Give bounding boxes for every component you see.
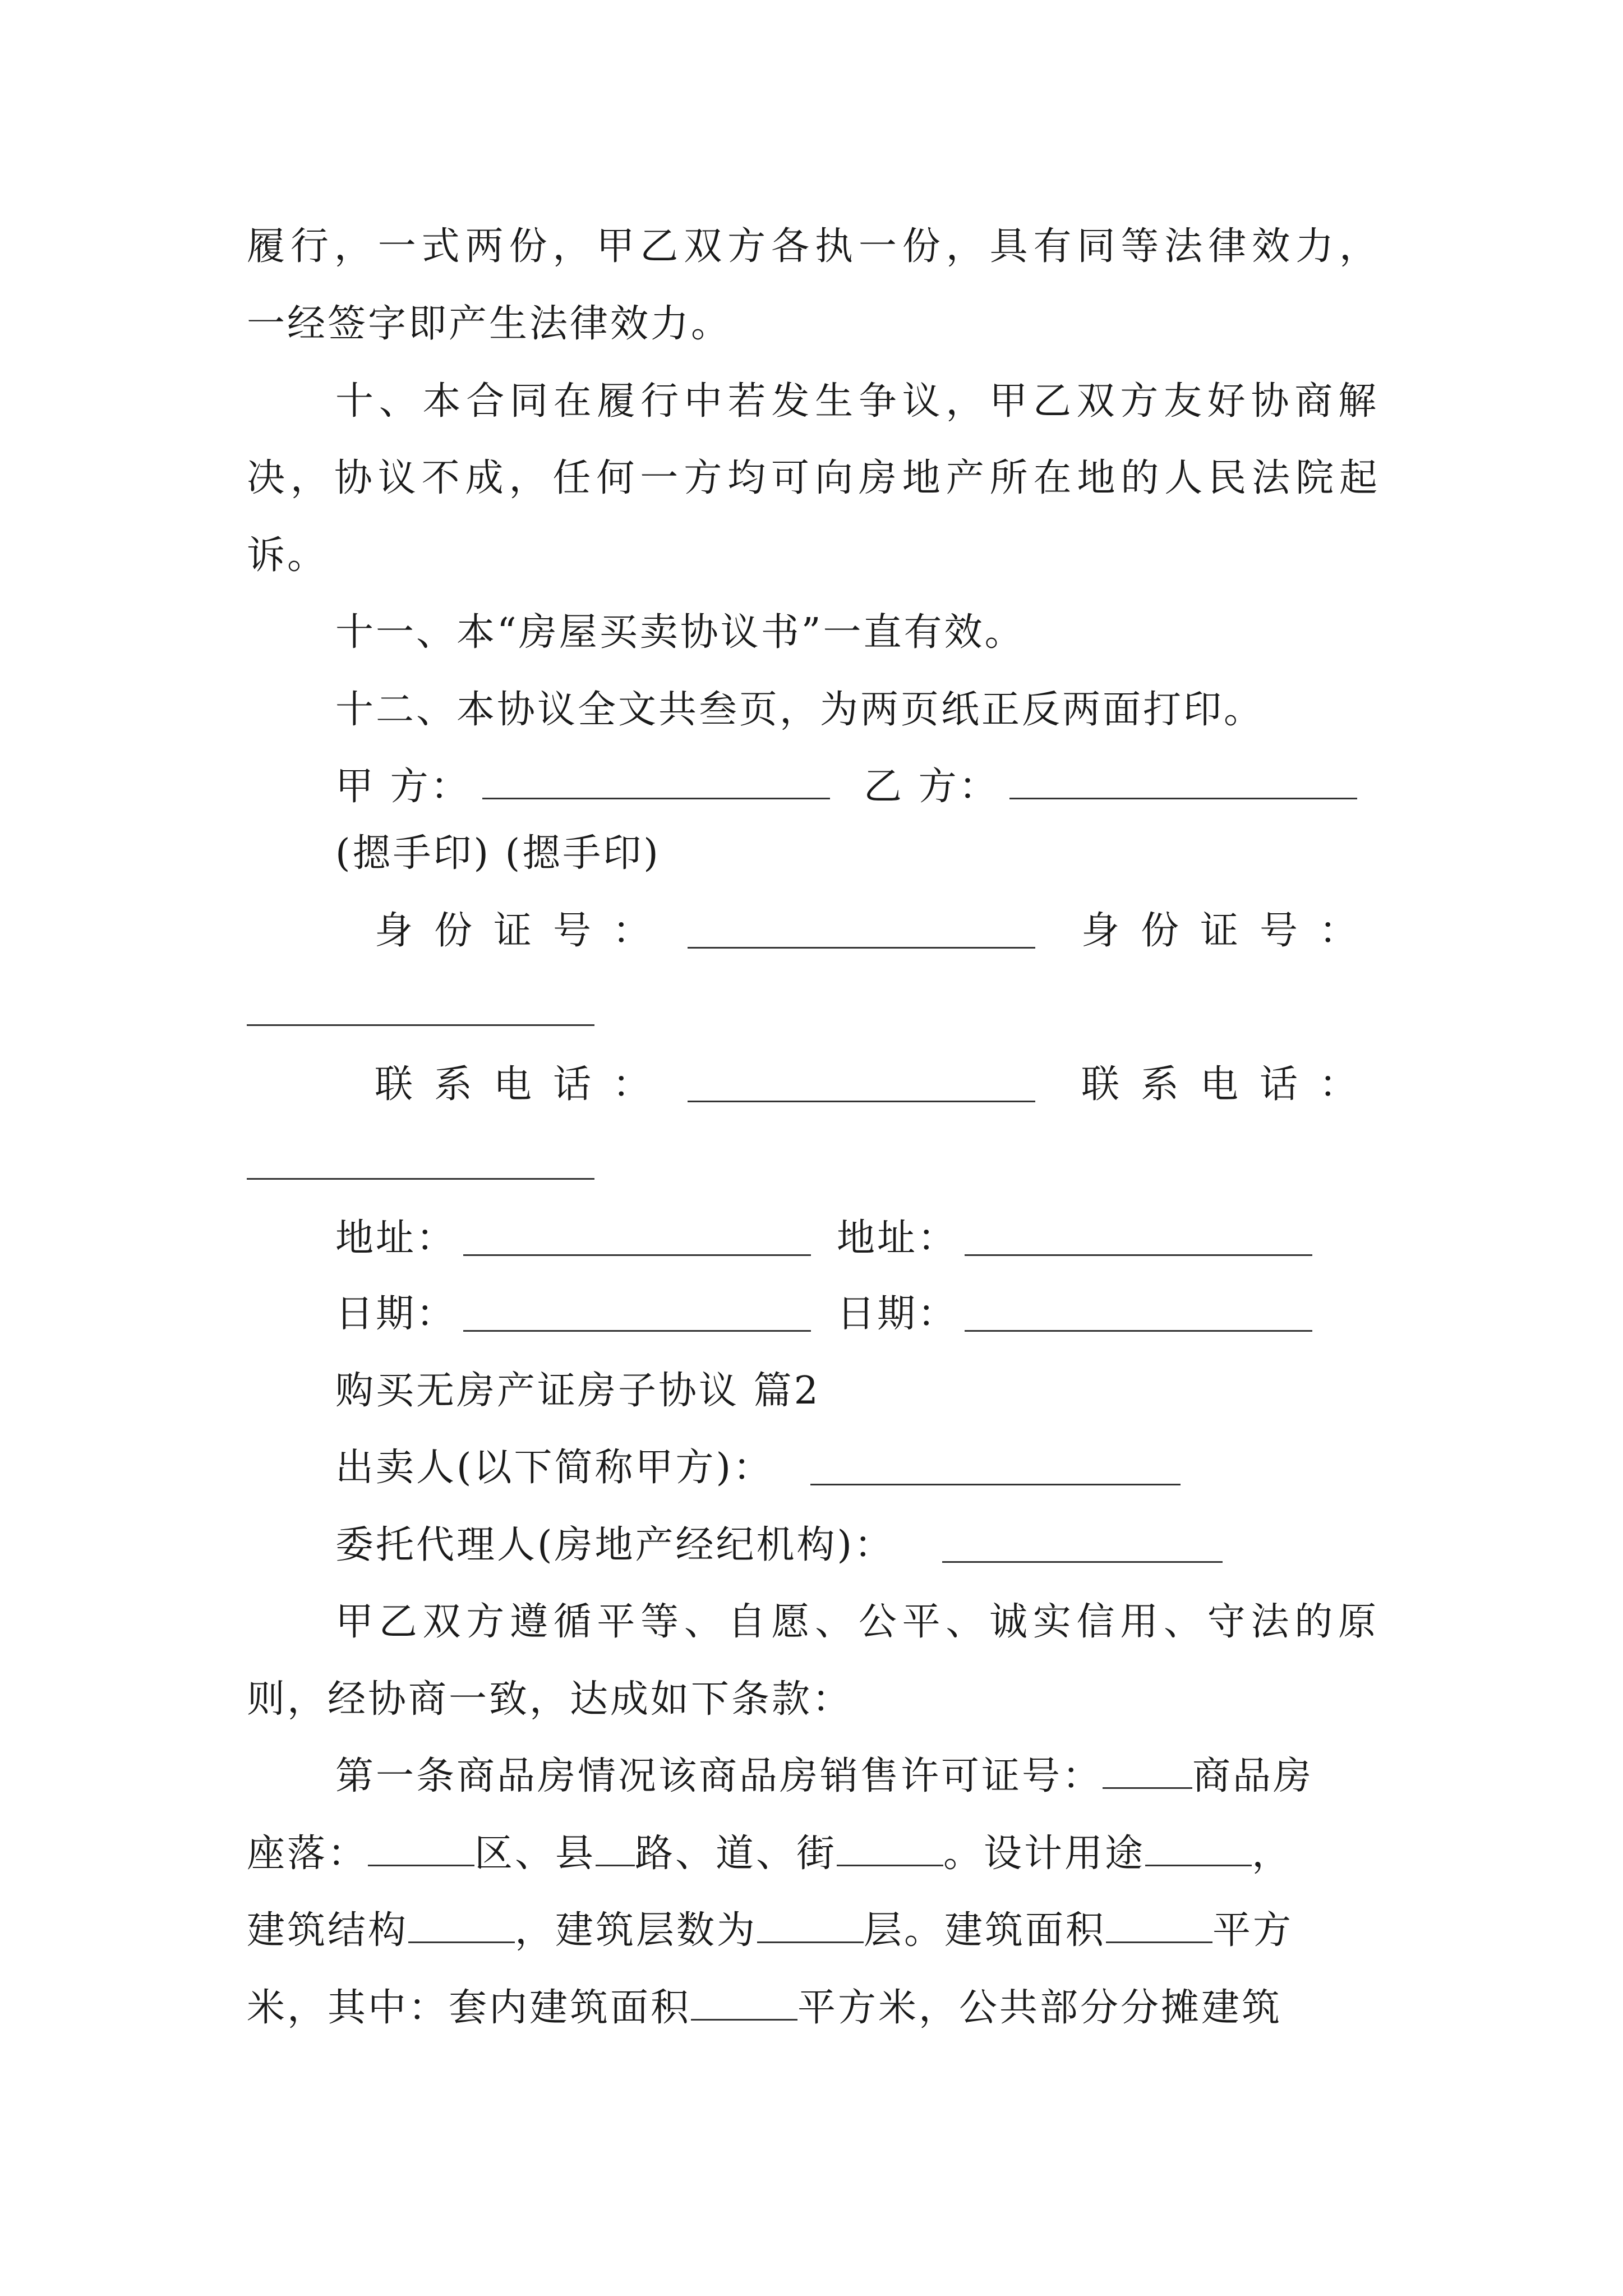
- phone-label-a: 联系电话：: [375, 1062, 672, 1107]
- article-1-line: 米，其中：套内建筑面积 平方米，公共部分分摊建筑: [247, 1986, 1283, 2030]
- address-blank-b: [965, 1254, 1312, 1256]
- id-number-blank-b: [247, 1024, 594, 1026]
- phone-blank-a: [688, 1101, 1035, 1102]
- usage-blank: [1145, 1831, 1252, 1866]
- party-b-blank: [1009, 798, 1357, 799]
- address-label-b: 地址：: [837, 1216, 958, 1260]
- floors-blank: [757, 1908, 864, 1943]
- text-line: 履行，一式两份，甲乙双方各执一份，具有同等法律效力，: [247, 224, 1380, 269]
- fingerprint-note: (摁手印) (摁手印): [335, 831, 661, 876]
- agent-label: 委托代理人(房地产经纪机构)：: [335, 1523, 895, 1567]
- area-blank: [1106, 1908, 1212, 1943]
- permit-blank: [1103, 1754, 1192, 1789]
- article-1-line: 建筑结构 ，建筑层数为 层。建筑面积 平方: [247, 1908, 1294, 1953]
- intro-line: 甲乙双方遵循平等、自愿、公平、诚实信用、守法的原: [335, 1600, 1378, 1644]
- party-b-label: 乙 方：: [864, 765, 999, 809]
- id-number-label-a: 身份证号：: [375, 909, 672, 953]
- section-title: 购买无房产证房子协议 篇2: [335, 1369, 820, 1413]
- address-blank-a: [463, 1254, 811, 1256]
- inner-area-blank: [691, 1985, 797, 2021]
- date-blank-b: [965, 1330, 1312, 1332]
- address-label-a: 地址：: [335, 1216, 457, 1260]
- phone-blank-b: [247, 1178, 594, 1180]
- phone-label-b: 联系电话：: [1081, 1062, 1379, 1107]
- text-line: 一经签字即产生法律效力。: [247, 302, 732, 346]
- structure-blank: [408, 1908, 515, 1943]
- district-blank: [368, 1831, 474, 1866]
- date-blank-a: [463, 1330, 811, 1332]
- date-label-a: 日期：: [335, 1292, 457, 1336]
- clause-10-line: 十、本合同在履行中若发生争议，甲乙双方友好协商解: [335, 379, 1378, 424]
- id-number-label-b: 身份证号：: [1081, 909, 1379, 953]
- seller-blank: [810, 1484, 1181, 1485]
- id-number-blank-a: [688, 947, 1035, 949]
- party-a-label: 甲 方：: [335, 765, 471, 809]
- intro-line: 则，经协商一致，达成如下条款：: [247, 1677, 853, 1722]
- article-1-line: 座落： 区、县 路、道、街 。设计用途 ，: [247, 1832, 1293, 1876]
- street-blank: [837, 1831, 943, 1866]
- text-line: 决，协议不成，任何一方均可向房地产所在地的人民法院起: [247, 456, 1380, 500]
- seller-label: 出卖人(以下简称甲方)：: [335, 1446, 774, 1490]
- agent-blank: [942, 1561, 1223, 1563]
- road-blank: [596, 1831, 635, 1866]
- clause-11: 十一、本“房屋买卖协议书”一直有效。: [335, 610, 1025, 655]
- article-1-line: 第一条商品房情况该商品房销售许可证号： 商品房: [335, 1754, 1314, 1798]
- clause-12: 十二、本协议全文共叁页，为两页纸正反两面打印。: [335, 688, 1265, 732]
- text-line: 诉。: [247, 533, 328, 578]
- date-label-b: 日期：: [837, 1292, 958, 1336]
- party-a-blank: [482, 798, 830, 799]
